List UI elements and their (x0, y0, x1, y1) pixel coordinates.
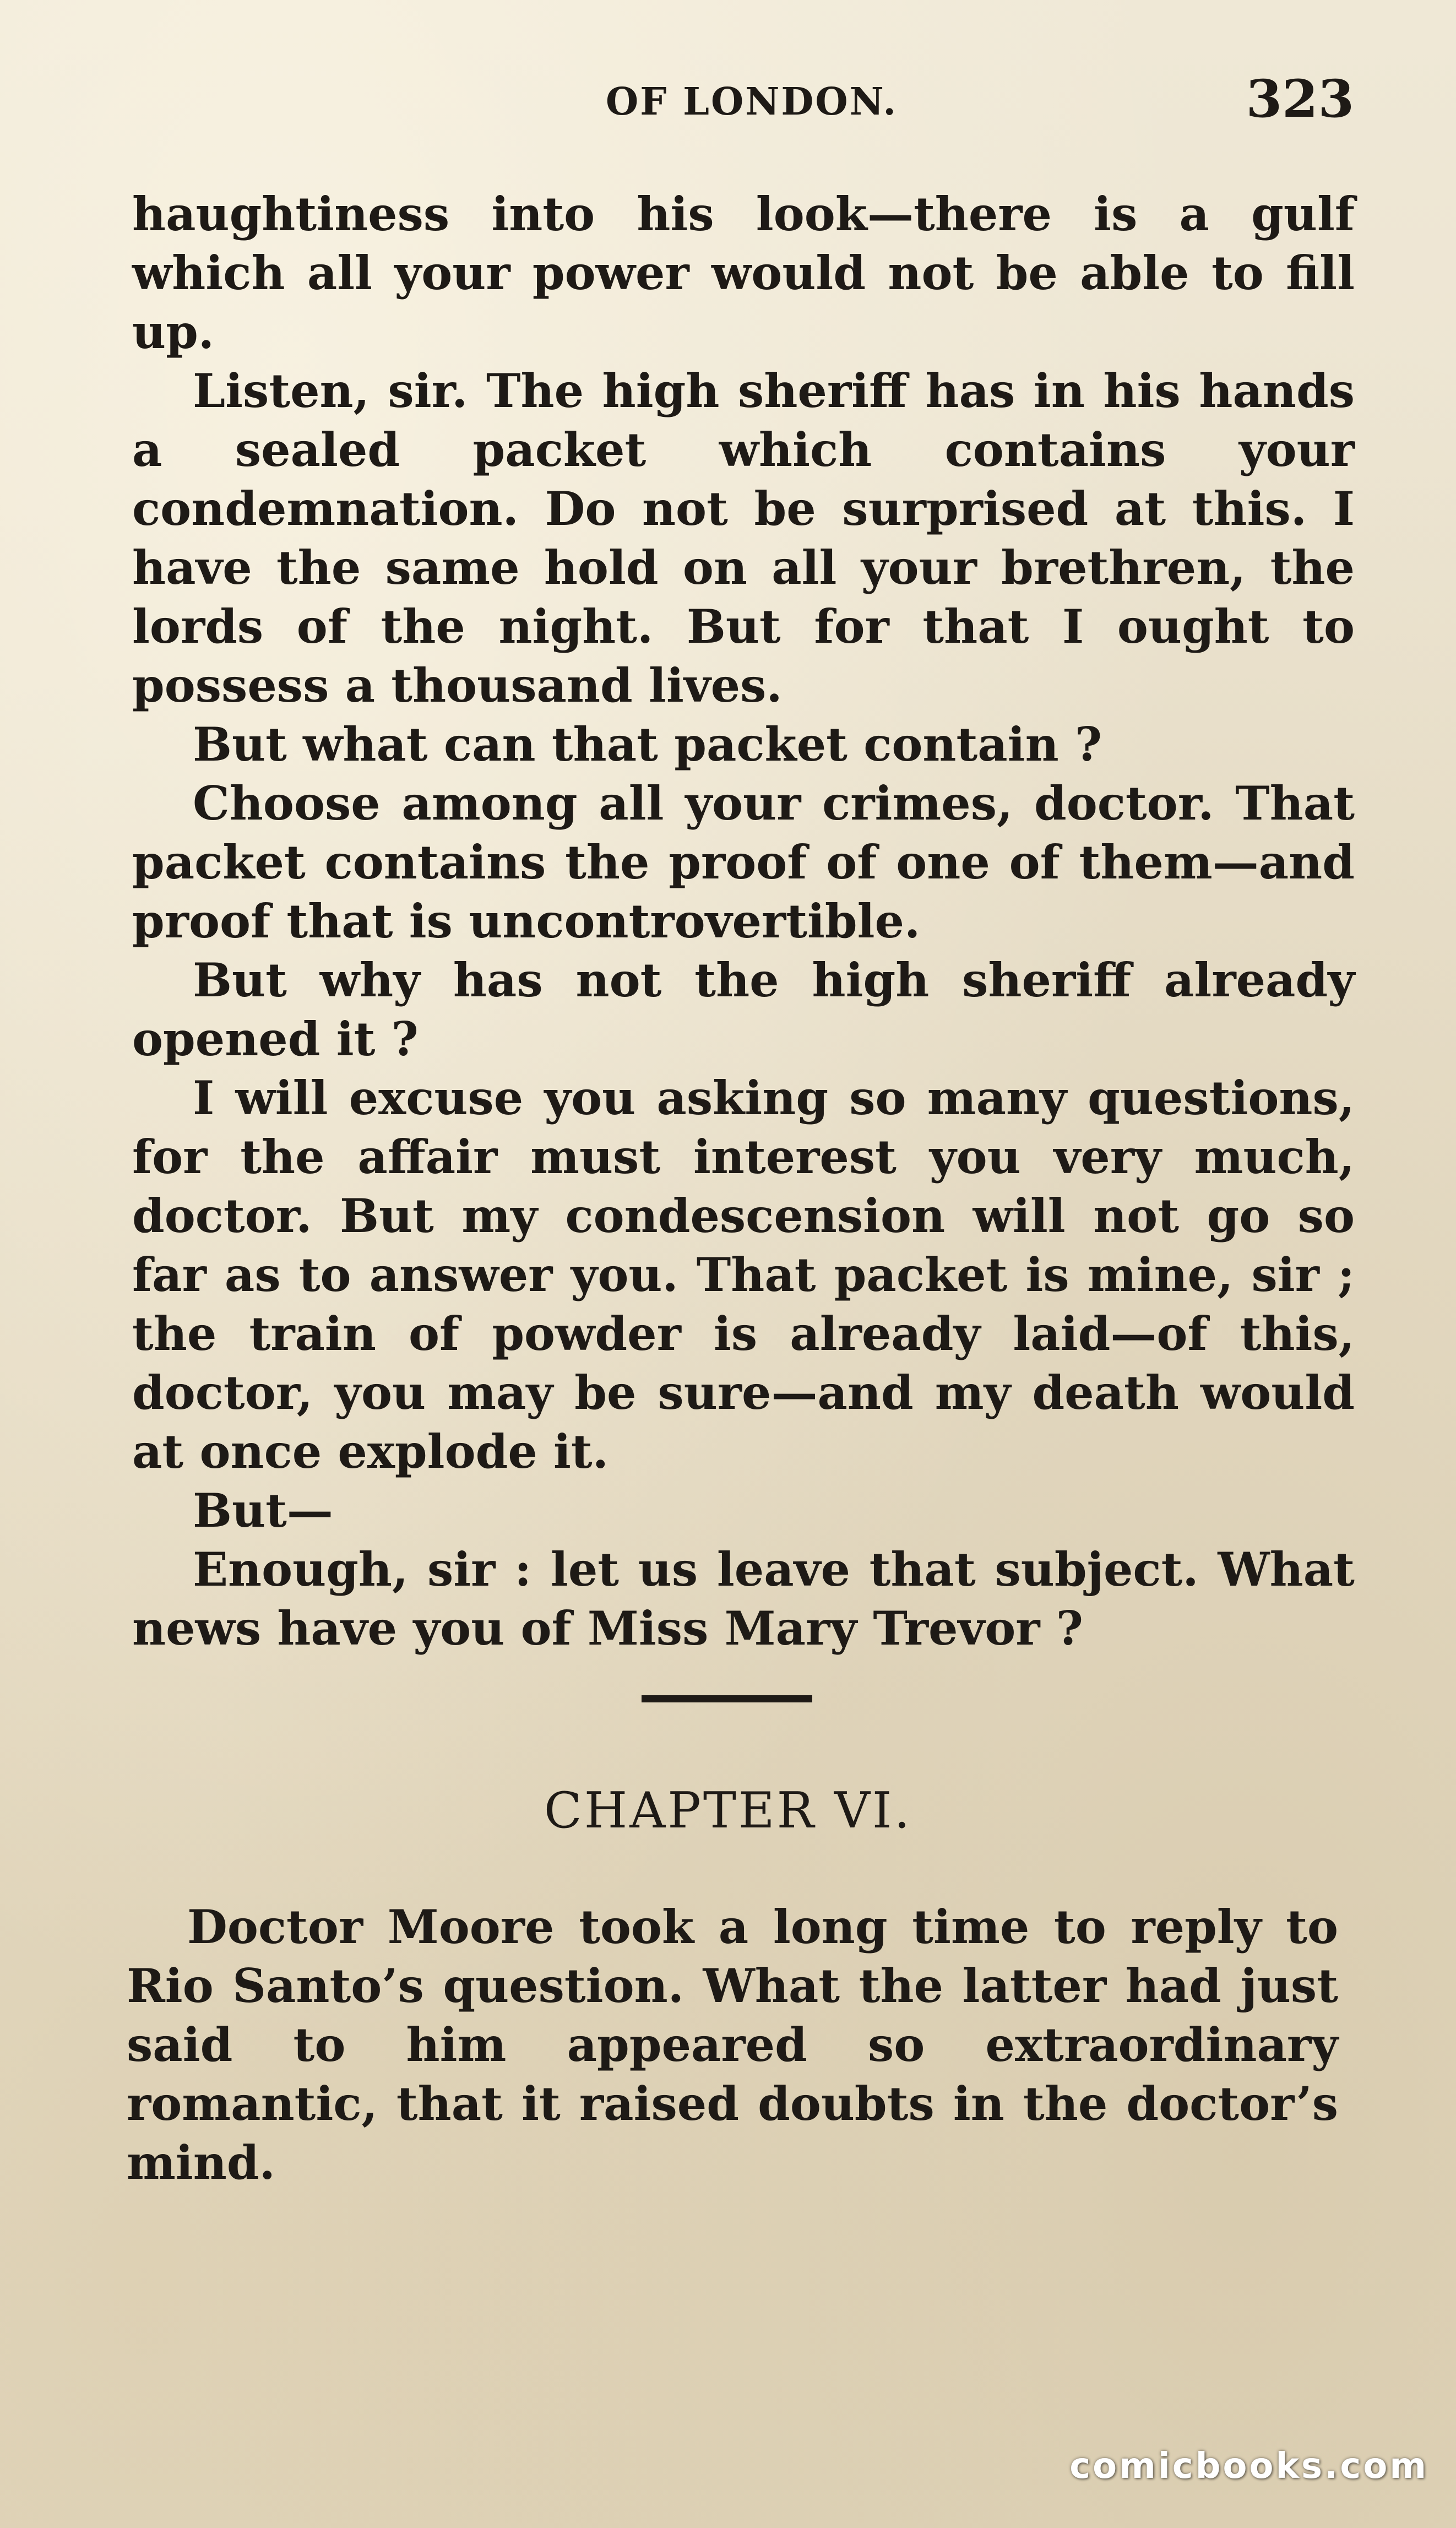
chapter-body (127, 1897, 1338, 2192)
running-head (0, 69, 1456, 135)
running-title: OF LONDON. (606, 80, 898, 124)
paragraph: Choose among all your crimes, doctor. That packet contains the proof of one of them—and proof that is uncontrovertible. (132, 776, 1355, 948)
watermark-logo: comicbooks.com (1069, 2446, 1428, 2487)
paragraph: I will excuse you asking so many questions, for the affair must interest you very much, doctor. But my condescension will not go so far as to answer you. That packet is mine, sir ; the train of powder is already laid—of this, doctor, you may be sure—and my death would at once explode it. (132, 1071, 1355, 1479)
body-text (132, 185, 1355, 1658)
paragraph: But why has not the high sheriff already opened it ? (132, 953, 1355, 1066)
paragraph: Listen, sir. The high sheriff has in his hands a sealed packet which contains your condemnation. Do not be surprised at this. I have the same hold on all your brethren, the lords of the night. But for that I ought to possess a thousand lives. (132, 364, 1355, 713)
paragraph: haughtiness into his look—there is a gulf which all your power would not be able to fill up. (132, 187, 1355, 359)
section-divider (642, 1695, 812, 1702)
chapter-heading: CHAPTER VI. (544, 1782, 912, 1840)
paragraph: But what can that packet contain ? (193, 717, 1102, 772)
paragraph: Doctor Moore took a long time to reply to Rio Santo’s question. What the latter had just said to him appeared so extraordinary romantic, that it raised doubts in the doctor’s mind. (127, 1900, 1338, 2190)
paragraph: Enough, sir : let us leave that subject. What news have you of Miss Mary Trevor ? (132, 1542, 1355, 1656)
page-number: 323 (1246, 69, 1354, 129)
paragraph: But— (193, 1483, 333, 1538)
